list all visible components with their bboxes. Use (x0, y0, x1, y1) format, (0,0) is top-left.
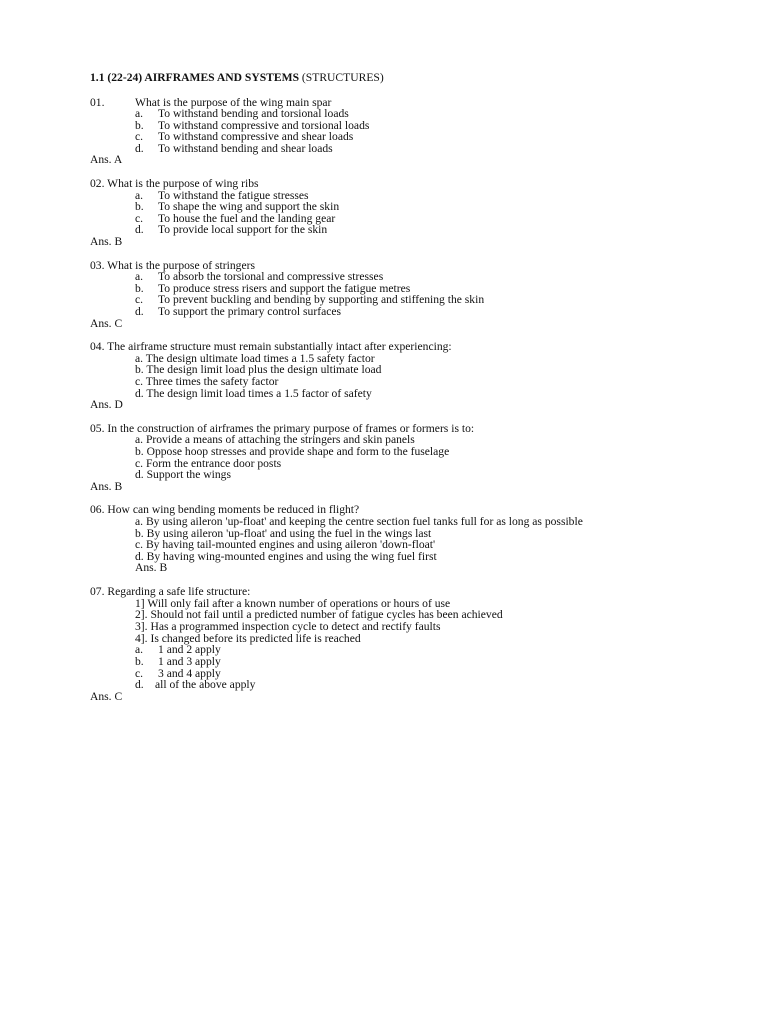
statement: 4]. Is changed before its predicted life is reached (135, 632, 361, 645)
option-letter: d. (135, 678, 144, 691)
section-heading-bold: 1.1 (22-24) AIRFRAMES AND SYSTEMS (90, 71, 300, 84)
question-text: What is the purpose of the wing main spar (135, 96, 332, 109)
option-letter: b. (135, 119, 144, 132)
option-text: To shape the wing and support the skin (158, 200, 340, 213)
option-letter: d. (135, 305, 144, 318)
statement: 3]. Has a programmed inspection cycle to detect and rectify faults (135, 620, 441, 633)
option-text: all of the above apply (155, 678, 256, 691)
question-text: 05. In the construction of airframes the primary purpose of frames or formers is to: (90, 422, 475, 435)
option-letter: c. (135, 130, 144, 143)
option-text: 3 and 4 apply (158, 667, 221, 680)
answer: Ans. B (90, 480, 123, 493)
answer: Ans. C (90, 690, 123, 703)
option-letter: b. (135, 282, 144, 295)
option-text: a. The design ultimate load times a 1.5 safety factor (135, 352, 375, 365)
option-letter: b. (135, 655, 144, 668)
option-text: b. Oppose hoop stresses and provide shape and form to the fuselage (135, 445, 450, 458)
option-text: To provide local support for the skin (158, 223, 328, 236)
option-text: c. By having tail-mounted engines and using aileron 'down-float' (135, 538, 436, 551)
option-letter: d. (135, 223, 144, 236)
option-text: d. By having wing-mounted engines and using the wing fuel first (135, 550, 437, 563)
section-heading (90, 72, 384, 84)
option-letter: a. (135, 107, 144, 120)
question-text: 03. What is the purpose of stringers (90, 259, 255, 272)
option-text: b. The design limit load plus the design ultimate load (135, 363, 382, 376)
option-text: b. By using aileron 'up-float' and using the fuel in the wings last (135, 527, 432, 540)
option-text: d. The design limit load times a 1.5 factor of safety (135, 387, 372, 400)
option-text: To prevent buckling and bending by supporting and stiffening the skin (158, 293, 485, 306)
option-text: c. Three times the safety factor (135, 375, 279, 388)
option-text: To produce stress risers and support the fatigue metres (158, 282, 411, 295)
question-number: 01. (90, 96, 105, 109)
statement: 2]. Should not fail until a predicted number of fatigue cycles has been achieved (135, 608, 503, 621)
option-letter: a. (135, 643, 144, 656)
option-text: 1 and 3 apply (158, 655, 221, 668)
option-letter: c. (135, 667, 144, 680)
option-letter: a. (135, 270, 144, 283)
option-text: c. Form the entrance door posts (135, 457, 282, 470)
option-text: To absorb the torsional and compressive stresses (158, 270, 384, 283)
option-text: d. Support the wings (135, 468, 231, 481)
option-text: a. Provide a means of attaching the stringers and skin panels (135, 433, 415, 446)
option-text: a. By using aileron 'up-float' and keeping the centre section fuel tanks full for as long as possible (135, 515, 583, 528)
answer: Ans. A (90, 153, 123, 166)
option-text: To withstand bending and torsional loads (158, 107, 349, 120)
option-letter: c. (135, 212, 144, 225)
answer: Ans. D (90, 398, 123, 411)
option-text: To withstand the fatigue stresses (158, 189, 309, 202)
option-text: To support the primary control surfaces (158, 305, 342, 318)
section-heading-subtitle: (STRUCTURES) (299, 71, 384, 84)
option-letter: b. (135, 200, 144, 213)
statement: 1] Will only fail after a known number of operations or hours of use (135, 597, 451, 610)
answer: Ans. B (90, 235, 123, 248)
answer: Ans. B (135, 561, 168, 574)
option-letter: c. (135, 293, 144, 306)
option-text: To house the fuel and the landing gear (158, 212, 336, 225)
option-text: To withstand compressive and torsional loads (158, 119, 370, 132)
question-text: 07. Regarding a safe life structure: (90, 585, 251, 598)
option-letter: d. (135, 142, 144, 155)
question-text: 02. What is the purpose of wing ribs (90, 177, 259, 190)
option-text: 1 and 2 apply (158, 643, 221, 656)
option-text: To withstand bending and shear loads (158, 142, 333, 155)
question-text: 04. The airframe structure must remain substantially intact after experiencing: (90, 340, 452, 353)
answer: Ans. C (90, 317, 123, 330)
option-text: To withstand compressive and shear loads (158, 130, 354, 143)
option-letter: a. (135, 189, 144, 202)
question-text: 06. How can wing bending moments be reduced in flight? (90, 503, 360, 516)
